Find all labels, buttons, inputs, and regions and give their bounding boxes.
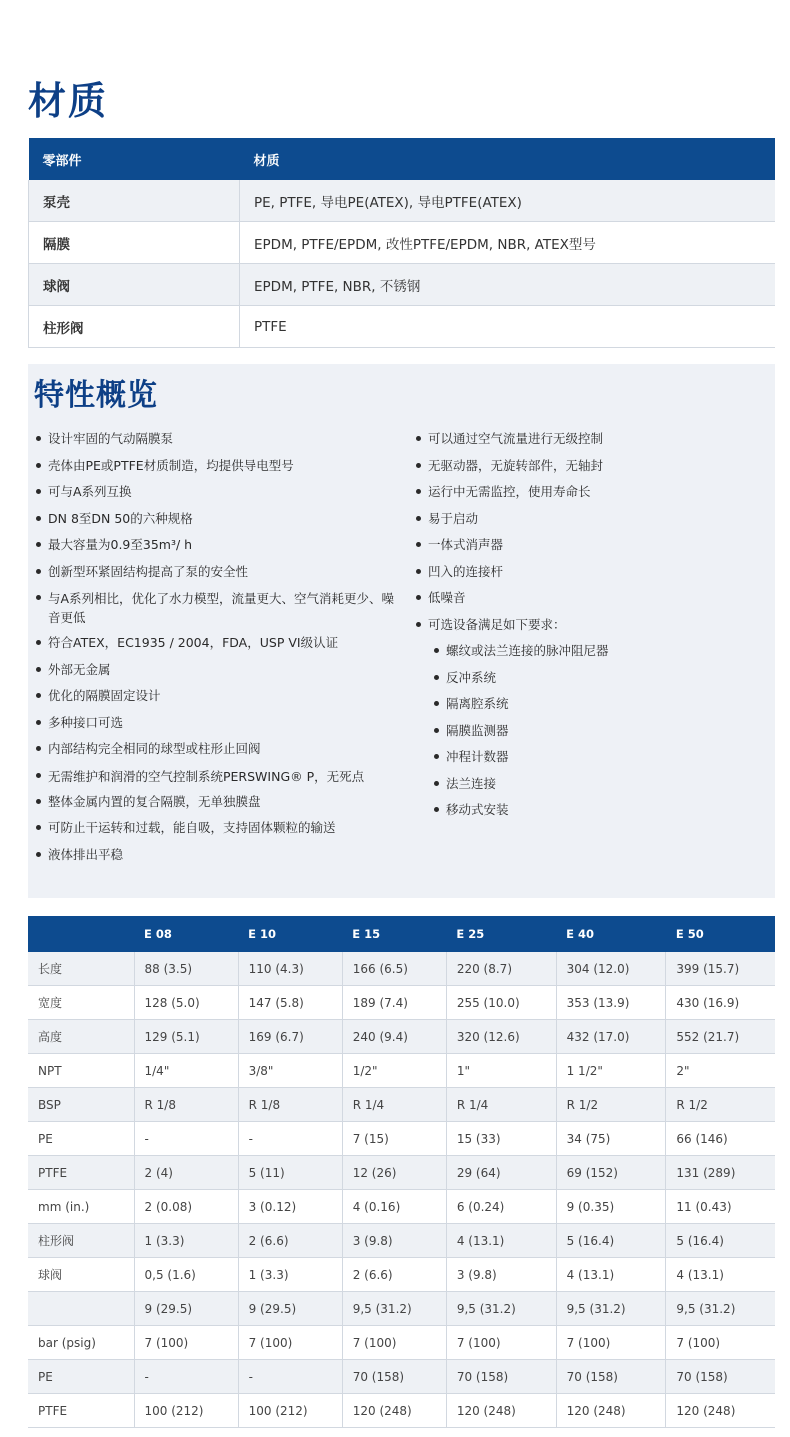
dimensions-label-cell [28, 1292, 134, 1326]
dimensions-value-cell: - [238, 1360, 342, 1394]
dimensions-value-cell: 131 (289) [666, 1156, 775, 1190]
dimensions-value-cell: 12 (26) [342, 1156, 446, 1190]
dimensions-value-cell: 7 (100) [342, 1326, 446, 1360]
materials-row [29, 264, 776, 306]
feature-item: 凹入的连接杆 [414, 559, 764, 586]
materials-table [28, 138, 775, 348]
feature-subitem: 移动式安装 [432, 797, 764, 824]
dimensions-value-cell: 255 (10.0) [446, 986, 556, 1020]
dimensions-value-cell: 189 (7.4) [342, 986, 446, 1020]
dimensions-value-cell: 1/4" [134, 1054, 238, 1088]
dimensions-label-cell: 高度 [28, 1020, 134, 1054]
dimensions-header-cell: E 15 [342, 916, 446, 952]
dimensions-value-cell: 320 (12.6) [446, 1020, 556, 1054]
feature-subitem: 螺纹或法兰连接的脉冲阻尼器 [432, 638, 764, 665]
dimensions-value-cell: 128 (5.0) [134, 986, 238, 1020]
dimensions-value-cell: 3 (0.12) [238, 1190, 342, 1224]
dimensions-value-cell: 69 (152) [556, 1156, 666, 1190]
dimensions-label-cell: 宽度 [28, 986, 134, 1020]
features-panel [28, 364, 775, 898]
features-list-right [414, 426, 764, 824]
dimensions-row [28, 1088, 775, 1122]
dimensions-row [28, 1292, 775, 1326]
materials-row [29, 180, 776, 222]
dimensions-value-cell: R 1/8 [134, 1088, 238, 1122]
feature-item: 无驱动器，无旋转部件，无轴封 [414, 453, 764, 480]
dimensions-value-cell: 11 (0.43) [666, 1190, 775, 1224]
dimensions-value-cell: 432 (17.0) [556, 1020, 666, 1054]
materials-heading: 材质 [28, 79, 109, 123]
dimensions-value-cell: 430 (16.9) [666, 986, 775, 1020]
materials-material-cell: EPDM, PTFE/EPDM, 改性PTFE/EPDM, NBR, ATEX型号 [240, 222, 776, 264]
materials-row [29, 306, 776, 348]
feature-item: 符合ATEX，EC1935 / 2004，FDA，USP VI级认证 [34, 630, 404, 657]
dimensions-value-cell: 120 (248) [666, 1394, 775, 1428]
feature-subitem: 冲程计数器 [432, 744, 764, 771]
materials-material-cell: PE, PTFE, 导电PE(ATEX), 导电PTFE(ATEX) [240, 180, 776, 222]
dimensions-label-cell: NPT [28, 1054, 134, 1088]
dimensions-header-cell: E 08 [134, 916, 238, 952]
materials-part-cell: 球阀 [29, 264, 240, 306]
dimensions-value-cell: 129 (5.1) [134, 1020, 238, 1054]
feature-item: 壳体由PE或PTFE材质制造，均提供导电型号 [34, 453, 404, 480]
dimensions-value-cell: 1" [446, 1054, 556, 1088]
dimensions-value-cell: 7 (100) [556, 1326, 666, 1360]
materials-material-cell: EPDM, PTFE, NBR, 不锈钢 [240, 264, 776, 306]
dimensions-value-cell: R 1/8 [238, 1088, 342, 1122]
feature-item: 最大容量为0.9至35m³/ h [34, 532, 404, 559]
feature-item: 设计牢固的气动隔膜泵 [34, 426, 404, 453]
dimensions-value-cell: 9 (29.5) [134, 1292, 238, 1326]
dimensions-label-cell: 柱形阀 [28, 1224, 134, 1258]
materials-part-cell: 柱形阀 [29, 306, 240, 348]
dimensions-value-cell: 4 (13.1) [556, 1258, 666, 1292]
features-list-left [34, 426, 404, 868]
dimensions-value-cell: 5 (16.4) [666, 1224, 775, 1258]
dimensions-row [28, 952, 775, 986]
materials-part-cell: 隔膜 [29, 222, 240, 264]
dimensions-value-cell: 304 (12.0) [556, 952, 666, 986]
materials-header-row [29, 138, 776, 180]
dimensions-header-cell: E 50 [666, 916, 775, 952]
dimensions-value-cell: 1 1/2" [556, 1054, 666, 1088]
dimensions-value-cell: 120 (248) [446, 1394, 556, 1428]
dimensions-value-cell: - [134, 1122, 238, 1156]
feature-item: 内部结构完全相同的球型或柱形止回阀 [34, 736, 404, 763]
materials-material-cell: PTFE [240, 306, 776, 348]
feature-item: 创新型环紧固结构提高了泵的安全性 [34, 559, 404, 586]
feature-subitem: 隔膜监测器 [432, 718, 764, 745]
dimensions-value-cell: 6 (0.24) [446, 1190, 556, 1224]
dimensions-label-cell: PTFE [28, 1156, 134, 1190]
feature-item: 液体排出平稳 [34, 842, 404, 869]
feature-subitem: 法兰连接 [432, 771, 764, 798]
dimensions-value-cell: 9 (0.35) [556, 1190, 666, 1224]
feature-item: 多种接口可选 [34, 710, 404, 737]
dimensions-value-cell: 147 (5.8) [238, 986, 342, 1020]
dimensions-row [28, 1156, 775, 1190]
dimensions-label-cell: PE [28, 1122, 134, 1156]
dimensions-value-cell: 1/2" [342, 1054, 446, 1088]
dimensions-value-cell: 0,5 (1.6) [134, 1258, 238, 1292]
feature-item: 可与A系列互换 [34, 479, 404, 506]
dimensions-row [28, 1224, 775, 1258]
dimensions-value-cell: 110 (4.3) [238, 952, 342, 986]
dimensions-value-cell: 66 (146) [666, 1122, 775, 1156]
dimensions-value-cell: 4 (13.1) [666, 1258, 775, 1292]
feature-item: 无需维护和润滑的空气控制系统PERSWING® P，无死点 [34, 763, 404, 789]
feature-item: 运行中无需监控，使用寿命长 [414, 479, 764, 506]
dimensions-value-cell: 2 (6.6) [342, 1258, 446, 1292]
dimensions-value-cell: 120 (248) [342, 1394, 446, 1428]
dimensions-value-cell: 9,5 (31.2) [666, 1292, 775, 1326]
dimensions-row [28, 1258, 775, 1292]
materials-row [29, 222, 776, 264]
dimensions-row [28, 1394, 775, 1428]
dimensions-value-cell: 100 (212) [238, 1394, 342, 1428]
dimensions-header-cell: E 10 [238, 916, 342, 952]
dimensions-value-cell: 5 (11) [238, 1156, 342, 1190]
dimensions-value-cell: 240 (9.4) [342, 1020, 446, 1054]
dimensions-header-cell [28, 916, 134, 952]
dimensions-value-cell: 220 (8.7) [446, 952, 556, 986]
dimensions-value-cell: 7 (15) [342, 1122, 446, 1156]
dimensions-value-cell: 70 (158) [446, 1360, 556, 1394]
feature-item: 可防止干运转和过载，能自吸，支持固体颗粒的输送 [34, 815, 404, 842]
dimensions-value-cell: 169 (6.7) [238, 1020, 342, 1054]
feature-item: 与A系列相比，优化了水力模型，流量更大、空气消耗更少、噪音更低 [34, 585, 404, 630]
dimensions-table [28, 916, 775, 1428]
feature-item: 整体金属内置的复合隔膜，无单独膜盘 [34, 789, 404, 816]
feature-item: 低噪音 [414, 585, 764, 612]
dimensions-value-cell: 9,5 (31.2) [342, 1292, 446, 1326]
dimensions-value-cell: 5 (16.4) [556, 1224, 666, 1258]
dimensions-value-cell: 7 (100) [666, 1326, 775, 1360]
dimensions-value-cell: 70 (158) [666, 1360, 775, 1394]
dimensions-value-cell: 7 (100) [446, 1326, 556, 1360]
feature-item: 外部无金属 [34, 657, 404, 684]
feature-item: 可以通过空气流量进行无级控制 [414, 426, 764, 453]
dimensions-value-cell: R 1/4 [342, 1088, 446, 1122]
dimensions-value-cell: 7 (100) [134, 1326, 238, 1360]
dimensions-value-cell: 3 (9.8) [342, 1224, 446, 1258]
dimensions-label-cell: bar (psig) [28, 1326, 134, 1360]
dimensions-value-cell: 4 (13.1) [446, 1224, 556, 1258]
materials-part-cell: 泵壳 [29, 180, 240, 222]
dimensions-value-cell: 3 (9.8) [446, 1258, 556, 1292]
dimensions-value-cell: R 1/2 [556, 1088, 666, 1122]
dimensions-value-cell: 15 (33) [446, 1122, 556, 1156]
dimensions-value-cell: R 1/4 [446, 1088, 556, 1122]
dimensions-value-cell: - [134, 1360, 238, 1394]
dimensions-value-cell: 100 (212) [134, 1394, 238, 1428]
dimensions-value-cell: - [238, 1122, 342, 1156]
dimensions-value-cell: 9,5 (31.2) [556, 1292, 666, 1326]
dimensions-value-cell: 166 (6.5) [342, 952, 446, 986]
dimensions-row [28, 1020, 775, 1054]
dimensions-value-cell: 70 (158) [556, 1360, 666, 1394]
materials-header-part: 零部件 [29, 138, 240, 180]
dimensions-value-cell: 2 (6.6) [238, 1224, 342, 1258]
dimensions-value-cell: 2" [666, 1054, 775, 1088]
feature-item: 优化的隔膜固定设计 [34, 683, 404, 710]
dimensions-value-cell: 2 (0.08) [134, 1190, 238, 1224]
feature-item: 一体式消声器 [414, 532, 764, 559]
dimensions-row [28, 1190, 775, 1224]
feature-item: 易于启动 [414, 506, 764, 533]
dimensions-label-cell: 球阀 [28, 1258, 134, 1292]
dimensions-label-cell: BSP [28, 1088, 134, 1122]
feature-item: DN 8至DN 50的六种规格 [34, 506, 404, 533]
dimensions-value-cell: 552 (21.7) [666, 1020, 775, 1054]
features-heading: 特性概览 [34, 378, 158, 413]
dimensions-value-cell: 2 (4) [134, 1156, 238, 1190]
dimensions-value-cell: 88 (3.5) [134, 952, 238, 986]
materials-header-material: 材质 [240, 138, 776, 180]
feature-subitem: 反冲系统 [432, 665, 764, 692]
dimensions-header-cell: E 40 [556, 916, 666, 952]
dimensions-row [28, 1054, 775, 1088]
dimensions-value-cell: 353 (13.9) [556, 986, 666, 1020]
dimensions-value-cell: 70 (158) [342, 1360, 446, 1394]
dimensions-value-cell: 3/8" [238, 1054, 342, 1088]
dimensions-value-cell: R 1/2 [666, 1088, 775, 1122]
dimensions-value-cell: 1 (3.3) [238, 1258, 342, 1292]
dimensions-value-cell: 7 (100) [238, 1326, 342, 1360]
dimensions-header-row [28, 916, 775, 952]
dimensions-value-cell: 1 (3.3) [134, 1224, 238, 1258]
dimensions-value-cell: 34 (75) [556, 1122, 666, 1156]
dimensions-value-cell: 120 (248) [556, 1394, 666, 1428]
dimensions-row [28, 1122, 775, 1156]
dimensions-header-cell: E 25 [446, 916, 556, 952]
dimensions-row [28, 986, 775, 1020]
dimensions-label-cell: 长度 [28, 952, 134, 986]
dimensions-row [28, 1360, 775, 1394]
dimensions-value-cell: 9,5 (31.2) [446, 1292, 556, 1326]
dimensions-label-cell: PE [28, 1360, 134, 1394]
dimensions-value-cell: 29 (64) [446, 1156, 556, 1190]
dimensions-value-cell: 9 (29.5) [238, 1292, 342, 1326]
dimensions-row [28, 1326, 775, 1360]
dimensions-value-cell: 399 (15.7) [666, 952, 775, 986]
dimensions-label-cell: PTFE [28, 1394, 134, 1428]
dimensions-value-cell: 4 (0.16) [342, 1190, 446, 1224]
dimensions-label-cell: mm (in.) [28, 1190, 134, 1224]
feature-subitem: 隔离腔系统 [432, 691, 764, 718]
feature-item: 可选设备满足如下要求： [414, 612, 764, 639]
